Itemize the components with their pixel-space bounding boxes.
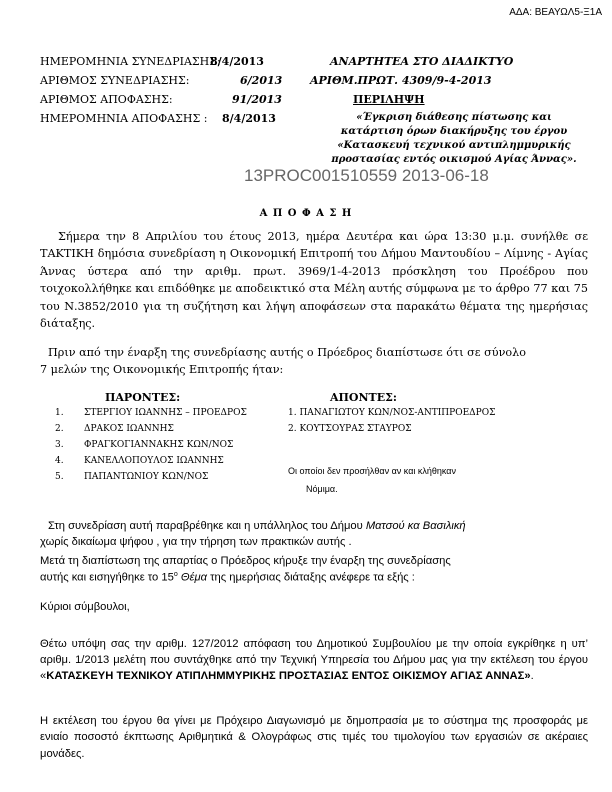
absent-note: Οι οποίοι δεν προσήλθαν αν και κλήθηκαν <box>288 466 457 476</box>
clerk-line: Στη συνεδρίαση αυτή παραβρέθηκε και η υπάλληλος του Δήμου Ματσού κα Βασιλική <box>48 520 466 532</box>
body-paragraph: Η εκτέλεση του έργου θα γίνει με Πρόχειρο Διαγωνισμό με δημοπρασία με το σύστημα της προσφοράς με ενιαίο ποσοστό έκπτωσης Αριθμητικά & Ολογράφως στις τιμές του τιμολογίου των εργασιών σε ακέραιες μονάδες. <box>40 715 588 760</box>
meeting-date-label: ΗΜΕΡΟΜΗΝΙΑ ΣΥΝΕΔΡΙΑΣΗΣ: <box>40 55 221 68</box>
summary-line: κατάρτιση όρων διακήρυξης του έργου <box>340 126 568 137</box>
meeting-date-value: 8/4/2013 <box>210 55 264 68</box>
present-title: ΠΑΡΟΝΤΕΣ: <box>105 391 181 404</box>
summary-line: προστασίας εντός οικισμού Αγίας Άννας». <box>331 154 577 165</box>
quorum-line: Πριν από την έναρξη της συνεδρίασης αυτής ο Πρόεδρος διαπίστωσε ότι σε σύνολο <box>48 346 526 359</box>
registry-stamp: 13PROC001510559 2013-06-18 <box>244 166 489 185</box>
present-member: ΣΤΕΡΓΙΟΥ ΙΩΑΝΝΗΣ – ΠΡΟΕΔΡΟΣ <box>84 408 247 418</box>
ada-code: ΑΔΑ: ΒΕΑΥΩΛ5-Ξ1Α <box>509 7 602 18</box>
topic-number: 15 <box>161 571 174 584</box>
decision-date-label: ΗΜΕΡΟΜΗΝΙΑ ΑΠΟΦΑΣΗΣ : <box>40 112 208 125</box>
intro-paragraph: Σήμερα την 8 Απριλίου του έτους 2013, ημέρα Δευτέρα και ώρα 13:30 μ.μ. συνήλθε σε ΤΑΚΤΙΚΗ δημόσια συνεδρίαση η Οικονομική Επιτροπή του Δήμου Μαντουδίου – Λίμνης - Αγίας Άννας ύστερα από την αριθμ. πρωτ. 3969/1-4-2013 πρόσκληση του Προέδρου που τοιχοκολλήθηκε και επιδόθηκε με αποδεικτικό στα Μέλη αυτής σύμφωνα με το άρθρο 77 και 75 του Ν.3852/2010 για τη συζήτηση και λήψη αποφάσεων στα παρακάτω θέματα της ημερήσιας διάταξης. <box>40 230 588 331</box>
quorum-confirmation: Μετά τη διαπίστωση της απαρτίας ο Πρόεδρος κήρυξε την έναρξη της συνεδρίασης <box>40 555 451 567</box>
present-number: 4. <box>55 456 64 466</box>
absent-member: 1. ΠΑΝΑΓΙΩΤΟΥ ΚΩΝ/ΝΟΣ-ΑΝΤΙΠΡΟΕΔΡΟΣ <box>288 408 496 418</box>
quorum-confirmation: αυτής και εισηγήθηκε το $15^o$ Θέμα της ημερήσιας διάταξης ανέφερε τα εξής : <box>40 571 415 584</box>
present-number: 1. <box>55 408 64 418</box>
salutation: Κύριοι σύμβουλοι, <box>40 601 130 613</box>
present-number: 5. <box>55 472 64 482</box>
summary-title: ΠΕΡΙΛΗΨΗ <box>353 93 425 106</box>
meeting-no-value: 6/2013 <box>240 74 283 87</box>
protocol-number: ΑΡΙΘΜ.ΠΡΩΤ. 4309/9-4-2013 <box>310 74 492 87</box>
absent-title: ΑΠΟΝΤΕΣ: <box>330 391 397 404</box>
decision-no-label: ΑΡΙΘΜΟΣ ΑΠΟΦΑΣΗΣ: <box>40 93 173 106</box>
project-title: ΚΑΤΑΣΚΕΥΗ ΤΕΧΝΙΚΟΥ ΑΤΙΠΛΗΜΜΥΡΙΚΗΣ ΠΡΟΣΤΑΣΙΑΣ ΕΝΤΟΣ ΟΙΚΙΣΜΟΥ ΑΓΙΑΣ ΑΝΝΑΣ» <box>46 670 531 683</box>
meeting-no-label: ΑΡΙΘΜΟΣ ΣΥΝΕΔΡΙΑΣΗΣ: <box>40 74 190 87</box>
present-member: ΔΡΑΚΟΣ ΙΩΑΝΝΗΣ <box>84 424 174 434</box>
summary-line: «Έγκριση διάθεσης πίστωσης και <box>356 112 552 123</box>
summary-line: «Κατασκευή τεχνικού αντιπλημμυρικής <box>337 140 571 151</box>
present-member: ΚΑΝΕΛΛΟΠΟΥΛΟΣ ΙΩΑΝΝΗΣ <box>84 456 224 466</box>
clerk-name: Ματσού κα Βασιλική <box>365 520 466 532</box>
absent-member: 2. ΚΟΥΤΣΟΥΡΑΣ ΣΤΑΥΡΟΣ <box>288 424 412 434</box>
body-paragraph: Θέτω υπόψη σας την αριθμ. 127/2012 απόφαση του Δημοτικού Συμβουλίου με την οποία εγκρίθηκε η υπ’ αριθμ. 1/2013 μελέτη που συντάχθηκε από την Τεχνική Υπηρεσία του Δήμου μας για την εκτέλεση του έργου «ΚΑΤΑΣΚΕΥΗ ΤΕΧΝΙΚΟΥ ΑΤΙΠΛΗΜΜΥΡΙΚΗΣ ΠΡΟΣΤΑΣΙΑΣ ΕΝΤΟΣ ΟΙΚΙΣΜΟΥ ΑΓΙΑΣ ΑΝΝΑΣ». <box>40 638 588 683</box>
present-member: ΦΡΑΓΚΟΓΙΑΝΝΑΚΗΣ ΚΩΝ/ΝΟΣ <box>84 440 234 450</box>
decision-no-value: 91/2013 <box>232 93 282 106</box>
present-number: 3. <box>55 440 64 450</box>
present-number: 2. <box>55 424 64 434</box>
present-member: ΠΑΠΑΝΤΩΝΙΟΥ ΚΩΝ/ΝΟΣ <box>84 472 209 482</box>
absent-note: Νόμιμα. <box>306 484 338 494</box>
document-title: Α Π Ο Φ Α Σ Η <box>259 208 353 219</box>
quorum-line: 7 μελών της Οικονομικής Επιτροπής ήταν: <box>40 363 284 376</box>
decision-date-value: 8/4/2013 <box>222 112 276 125</box>
clerk-line: χωρίς δικαίωμα ψήφου , για την τήρηση των πρακτικών αυτής . <box>40 536 352 548</box>
post-online-label: ΑΝΑΡΤΗΤΕΑ ΣΤΟ ΔΙΑΔΙΚΤΥΟ <box>330 55 514 68</box>
